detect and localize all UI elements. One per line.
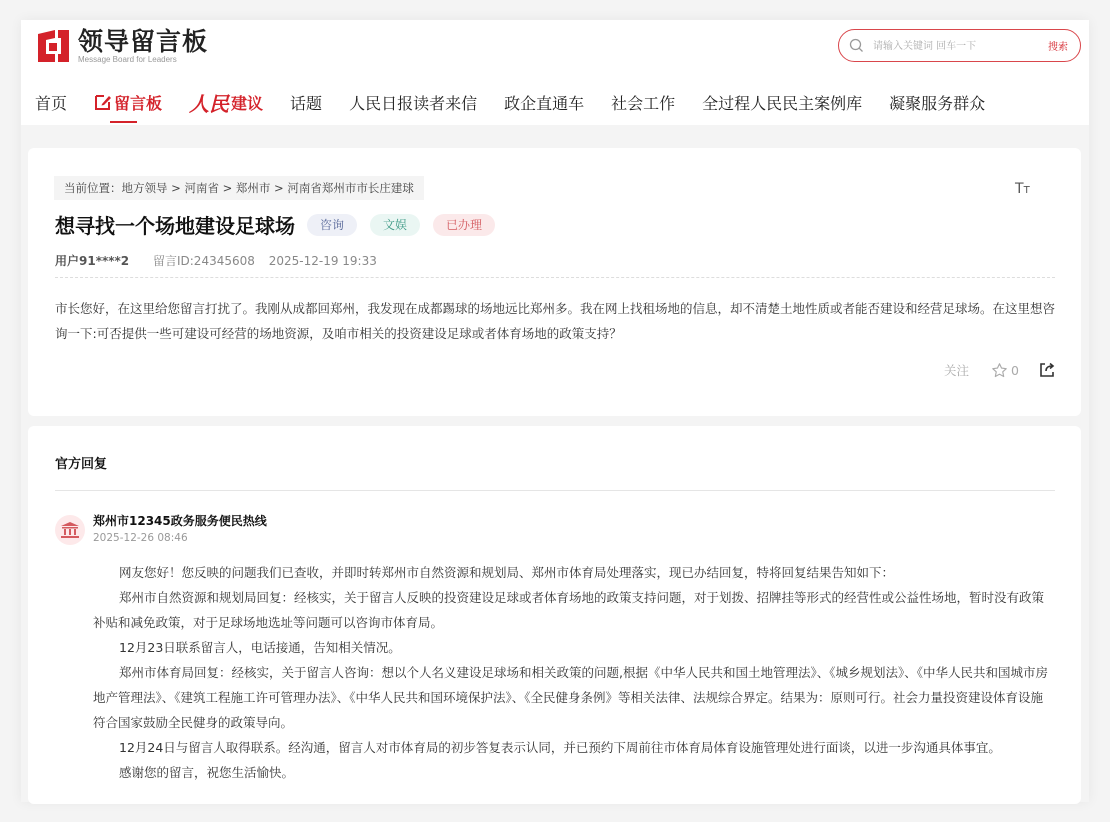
- nav-serve-masses[interactable]: 凝聚服务群众: [889, 93, 986, 113]
- nav-topics[interactable]: 话题: [290, 93, 323, 113]
- page: [21, 20, 1089, 802]
- actions: [944, 361, 1055, 379]
- tag-entertainment: 文娱: [370, 214, 420, 236]
- org-name: 郑州市12345政务服务便民热线: [93, 514, 267, 528]
- nav-democracy-cases[interactable]: 全过程人民民主案例库: [702, 93, 863, 113]
- renmin-script: 人民: [189, 91, 230, 116]
- divider: [55, 277, 1055, 278]
- government-building-icon: [55, 515, 85, 545]
- nav-message-board-label: 留言板: [114, 93, 163, 113]
- reply-paragraph: 12月24日与留言人取得联系。经沟通，留言人对市体育局的初步答复表示认同，并已预约下周前往市体育局体育设施管理处进行面谈，以进一步沟通具体事宜。: [119, 740, 1001, 755]
- tag-consult: 咨询: [307, 214, 357, 236]
- nav-enterprise[interactable]: 政企直通车: [504, 93, 585, 113]
- star-count: 0: [1011, 362, 1019, 378]
- nav-readers-letters[interactable]: 人民日报读者来信: [349, 93, 478, 113]
- title-row: [55, 210, 495, 239]
- message-meta: [55, 252, 377, 269]
- logo-subtitle: Message Board for Leaders: [78, 55, 177, 64]
- nav-people-suggestion[interactable]: [189, 88, 263, 117]
- reply-body: [93, 560, 1055, 785]
- reply-paragraph: 网友您好！您反映的问题我们已查收，并即时转郑州市自然资源和规划局、郑州市体育局处理落实，现已办结回复，特将回复结果告知如下：: [119, 565, 895, 580]
- nav-people-suggestion-label: 建议: [231, 93, 264, 113]
- question-card: [28, 148, 1081, 416]
- nav-social-work[interactable]: 社会工作: [611, 93, 676, 113]
- search-button[interactable]: 搜索: [1048, 42, 1068, 53]
- star-icon: [991, 362, 1008, 379]
- reply-paragraph: 郑州市体育局回复：经核实，关于留言人咨询：想以个人名义建设足球场和相关政策的问题,根据《中华人民共和国土地管理法》、《城乡规划法》、《中华人民共和国城市房地产管理法》、《建筑工程施工许可管理办法》、《中华人民共和国环境保护法》、《全民健身条例》等相关法律、法规综合界定。结果为：原则可行。社会力量投资建设体育设施符合国家鼓励全民健身的政策导向。: [93, 665, 1048, 730]
- message-id: 留言ID:24345608: [152, 254, 255, 268]
- reply-paragraph: 郑州市自然资源和规划局回复：经核实，关于留言人反映的投资建设足球或者体育场地的政策支持问题，对于划拨、招牌挂等形式的经营性或公益性场地，暂时没有政策补贴和减免政策，对于足球场地选址等问题可以咨询市体育局。: [93, 590, 1045, 630]
- reply-paragraph: 12月23日联系留言人，电话接通，告知相关情况。: [119, 640, 401, 655]
- reply-paragraph: 感谢您的留言，祝您生活愉快。: [119, 765, 295, 780]
- header: [21, 20, 1089, 125]
- logo[interactable]: [35, 28, 208, 64]
- page-title: 想寻找一个场地建设足球场: [55, 214, 295, 238]
- follow-button[interactable]: 关注: [944, 363, 970, 378]
- search-icon: [849, 38, 864, 53]
- status-badge: 已办理: [433, 214, 495, 236]
- message-content: 市长您好，在这里给您留言打扰了。我刚从成都回郑州，我发现在成都踢球的场地远比郑州多。我在网上找租场地的信息，却不清楚土地性质或者能否建设和经营足球场。在这里想咨询一下:可否提供一些可建设可经营的场地资源，及咱市相关的投资建设足球或者体育场地的政策支持？: [55, 301, 1056, 341]
- reply-card: [28, 426, 1081, 804]
- search-box: [838, 29, 1081, 62]
- user-name: 用户91****2: [55, 254, 130, 268]
- nav-home[interactable]: 首页: [35, 93, 68, 113]
- reply-heading: 官方回复: [55, 457, 108, 472]
- divider: [55, 490, 1055, 491]
- logo-mark-icon: [35, 28, 71, 64]
- nav-message-board[interactable]: [94, 91, 162, 114]
- main-nav: [35, 88, 1012, 116]
- message-date: 2025-12-19 19:33: [268, 254, 377, 268]
- logo-title: 领导留言板: [78, 27, 209, 56]
- star-button[interactable]: [991, 362, 1019, 379]
- font-size-toggle[interactable]: TT: [1015, 181, 1030, 197]
- search-input[interactable]: [873, 36, 1033, 56]
- share-icon[interactable]: [1039, 362, 1055, 378]
- reply-time: 2025-12-26 08:46: [93, 532, 188, 544]
- breadcrumb[interactable]: 当前位置：地方领导 > 河南省 > 郑州市 > 河南省郑州市市长庄建球: [54, 176, 424, 200]
- edit-icon: [94, 93, 112, 111]
